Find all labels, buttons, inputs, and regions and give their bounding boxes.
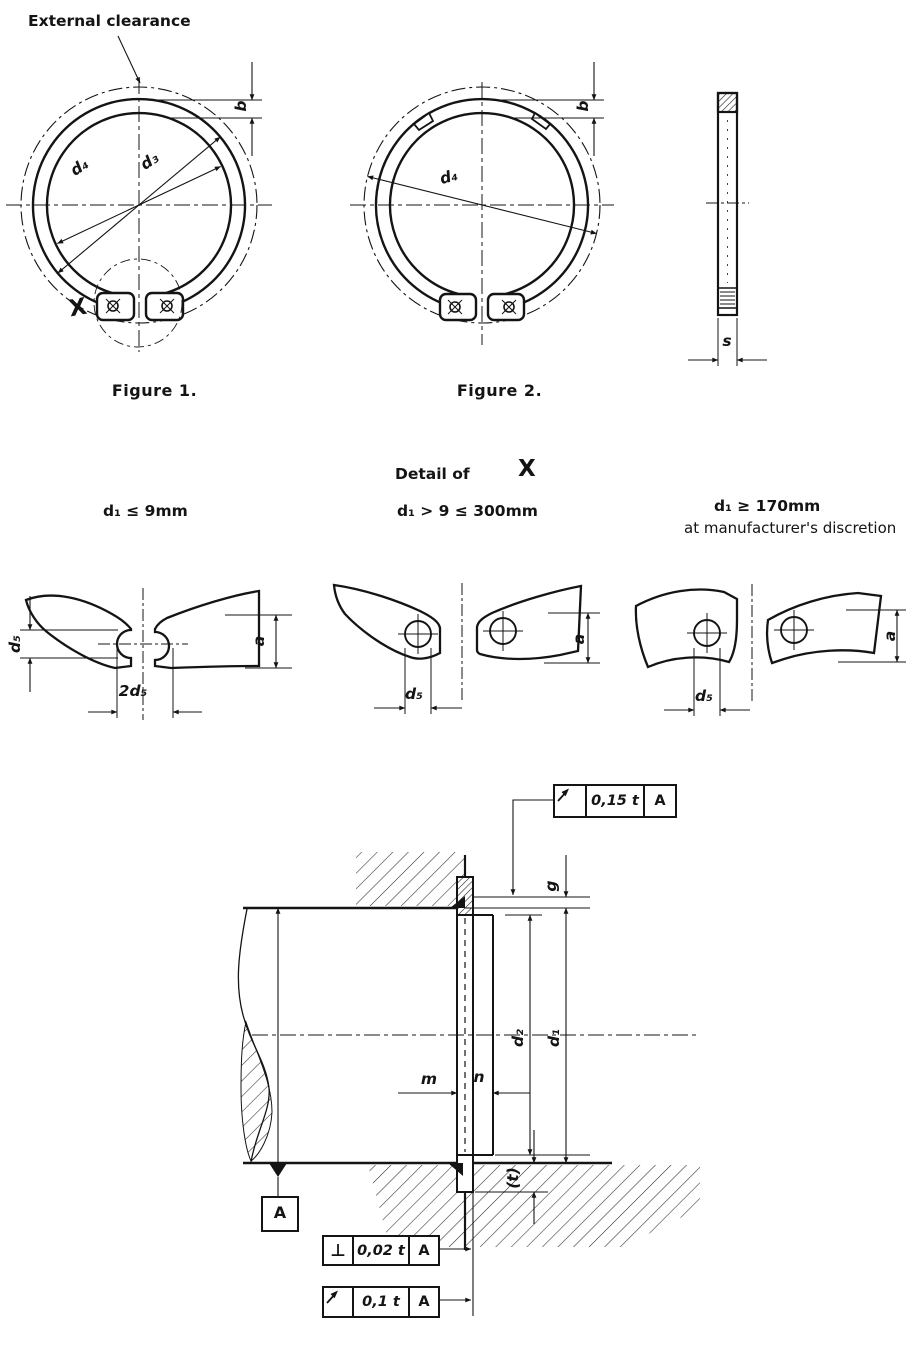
case1-condition: d₁ ≤ 9mm [103, 502, 188, 520]
tolerance-frame-runout-top [553, 784, 677, 818]
case3-a-label: a [881, 630, 899, 642]
case2-d5-label: d₅ [405, 685, 423, 703]
perpendicularity-icon: ⊥ [330, 1240, 346, 1261]
frame-value-cell: 0,1 t [352, 1288, 408, 1316]
detail-case-2-drawing [334, 583, 600, 714]
frame-datum-cell: A [643, 786, 675, 816]
install-d2-label: d₂ [509, 1029, 527, 1047]
fig1-b-label: b [232, 100, 250, 112]
detail-x-mark: X [518, 456, 536, 482]
case3-d5-label: d₅ [695, 687, 713, 705]
figure-1-caption: Figure 1. [111, 381, 198, 400]
install-d1-label: d₁ [545, 1029, 563, 1047]
install-n-label: n [473, 1068, 485, 1086]
frame-value-cell: 0,02 t [352, 1237, 408, 1264]
circular-runout-icon [324, 1288, 342, 1306]
fig1-detail-x-mark: X [66, 293, 89, 323]
side-view-drawing [688, 93, 767, 366]
installation-drawing [238, 800, 700, 1316]
frame-symbol-cell [555, 786, 585, 816]
fig2-d4-label: d₄ [437, 166, 460, 189]
detail-title: Detail of [395, 465, 470, 483]
install-t-label: (t) [504, 1167, 522, 1189]
tolerance-frame-perpendicularity [322, 1235, 440, 1266]
external-clearance-label: External clearance [28, 12, 191, 30]
datum-a-box: A [261, 1196, 299, 1232]
case3-note: at manufacturer's discretion [684, 519, 897, 537]
figure-2-caption: Figure 2. [456, 381, 543, 400]
frame-datum-cell: A [408, 1237, 438, 1264]
frame-symbol-cell [324, 1288, 352, 1316]
circular-runout-icon [555, 786, 573, 804]
figure-1-drawing [6, 36, 272, 352]
case3-condition: d₁ ≥ 170mm [714, 497, 821, 515]
case1-2d5-label: 2d₅ [118, 682, 148, 700]
side-view-s-label: s [722, 332, 732, 350]
frame-datum-cell: A [408, 1288, 438, 1316]
case2-a-label: a [570, 633, 588, 645]
fig2-b-label: b [574, 100, 592, 112]
case1-d5-label: d₅ [6, 635, 24, 653]
fig1-d4-label: d₄ [67, 154, 92, 180]
case1-a-label: a [250, 635, 268, 647]
frame-value-cell: 0,15 t [585, 786, 643, 816]
fig1-d3-label: d₃ [137, 148, 162, 174]
tolerance-frame-runout-bottom [322, 1286, 440, 1318]
install-g-label: g [542, 880, 560, 892]
case2-condition: d₁ > 9 ≤ 300mm [397, 502, 538, 520]
install-m-label: m [420, 1070, 438, 1088]
detail-case-3-drawing [636, 584, 906, 716]
detail-case-1-drawing [20, 588, 292, 720]
